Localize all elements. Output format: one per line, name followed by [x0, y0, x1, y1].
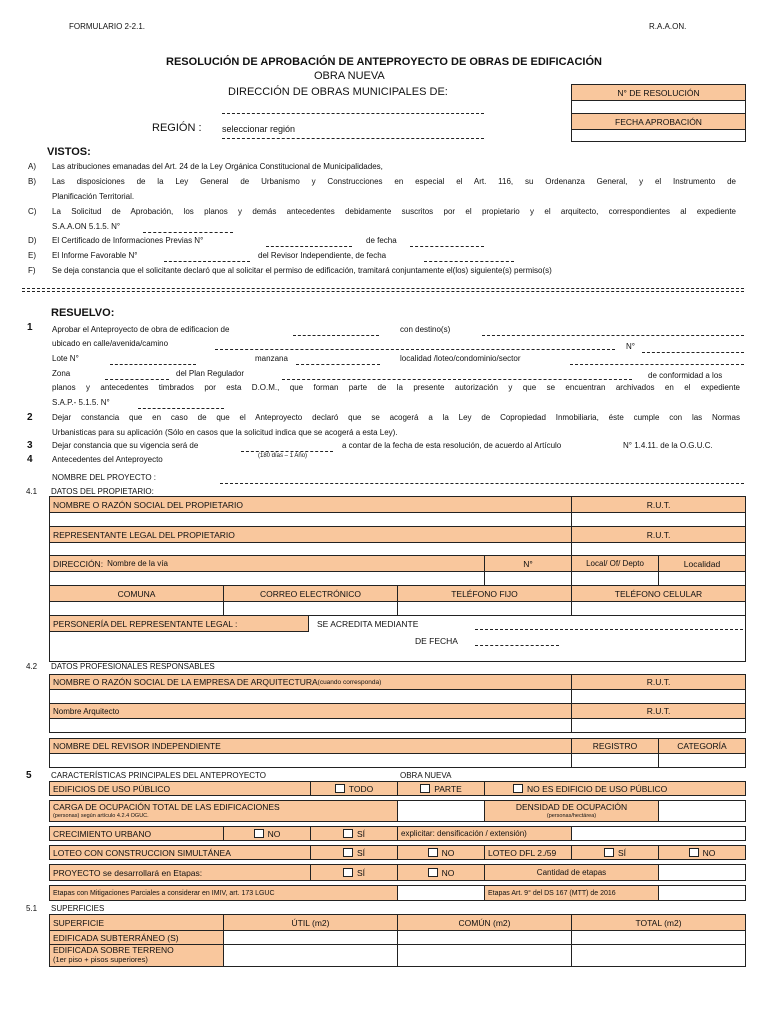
vistos-e-fecha: del Revisor Independiente, de fecha — [258, 251, 387, 260]
s42-title: DATOS PROFESIONALES RESPONSABLES — [51, 662, 215, 671]
vistos-letter-c: C) — [28, 207, 37, 216]
util-header: ÚTIL (m2) — [224, 915, 397, 930]
cip-number-field[interactable] — [266, 246, 352, 247]
loteo-si-label: SÍ — [356, 847, 366, 858]
owner-name-label: NOMBRE O RAZÓN SOCIAL DEL PROPIETARIO — [50, 497, 571, 512]
r1-planos: planos y antecedentes timbrados por esta D.O.M., que forman parte de la presente autorización y que se encuentran archivados en el expediente — [52, 383, 740, 392]
permits-line-2[interactable] — [22, 291, 744, 292]
raaon-label: R.A.A.ON. — [649, 22, 687, 31]
s5-num: 5 — [26, 770, 32, 781]
comuna-label: COMUNA — [50, 586, 223, 601]
vistos-d: El Certificado de Informaciones Previas N° — [52, 236, 204, 245]
empresa-rut-label: R.U.T. — [572, 675, 745, 689]
no-uso-checkbox[interactable] — [513, 784, 523, 793]
form-code: FORMULARIO 2-2.1. — [69, 22, 146, 31]
r1-lote: Lote N° — [52, 354, 79, 363]
etapas-no-checkbox[interactable] — [428, 868, 438, 877]
vistos-heading: VISTOS: — [47, 146, 91, 158]
calle-field[interactable] — [215, 349, 615, 350]
r1-sap: S.A.P.- 5.1.5. N° — [52, 398, 110, 407]
loteo-si-option[interactable] — [311, 846, 397, 859]
sap-number-field[interactable] — [138, 408, 224, 409]
resuelvo-num-2: 2 — [27, 412, 33, 423]
crecimiento-si-checkbox[interactable] — [343, 829, 353, 838]
s51-title: SUPERFICIES — [51, 904, 105, 913]
no-uso-label: NO ES EDIFICIO DE USO PÚBLICO — [527, 783, 668, 794]
sobre-terreno-label: EDIFICADA SOBRE TERRENO — [53, 945, 174, 955]
acredita-field[interactable] — [475, 629, 743, 630]
r1-manzana: manzana — [255, 354, 288, 363]
resuelvo-num-1: 1 — [27, 322, 33, 333]
project-name-field[interactable] — [220, 483, 744, 484]
s5-obra-nueva: OBRA NUEVA — [400, 771, 452, 780]
owner-rut-label: R.U.T. — [572, 497, 745, 512]
plan-regulador-field[interactable] — [282, 379, 632, 380]
vistos-f: Se deja constancia que el solicitante declaró que al solicitar el permiso de edificación, tramitará conjuntamente el(los) siguiente(s) permiso(s) — [52, 266, 552, 275]
surfaces-table — [49, 914, 746, 967]
dfl-no-checkbox[interactable] — [689, 848, 699, 857]
sobre-terreno-cell — [50, 945, 223, 966]
page-subtitle: OBRA NUEVA — [314, 70, 385, 82]
resuelvo-heading: RESUELVO: — [51, 307, 115, 319]
vistos-e: El Informe Favorable N° — [52, 251, 138, 260]
crecimiento-no-checkbox[interactable] — [254, 829, 264, 838]
resolution-number-label: N° DE RESOLUCIÓN — [572, 85, 745, 100]
crecimiento-si-option[interactable] — [311, 827, 397, 840]
vistos-b-line1: Las disposiciones de la Ley General de Urbanismo y Construcciones en especial el Art. 116, su Ordenanza General, y el Instrumento de — [52, 177, 736, 186]
etapas-si-checkbox[interactable] — [343, 868, 353, 877]
owner-data-table — [49, 496, 746, 662]
r3-note: (180 días – 1 Año) — [258, 453, 308, 459]
region-label: REGIÓN : — [152, 122, 202, 134]
personeria-label: PERSONERÍA DEL REPRESENTANTE LEGAL : — [50, 616, 308, 631]
no-uso-publico-option[interactable] — [510, 782, 740, 795]
r1-localidad: localidad /loteo/condominio/sector — [400, 354, 521, 363]
crecimiento-no-label: NO — [267, 828, 281, 839]
localidad-field[interactable] — [570, 364, 744, 365]
etapas-si-label: SÍ — [356, 867, 366, 878]
personeria-date-label: DE FECHA — [415, 635, 458, 646]
r3-articulo: N° 1.4.11. de la O.G.U.C. — [623, 441, 713, 450]
carga-label: CARGA DE OCUPACIÓN TOTAL DE LAS EDIFICACIONES — [53, 802, 280, 812]
via-label: Nombre de la vía — [107, 559, 168, 568]
page-title: RESOLUCIÓN DE APROBACIÓN DE ANTEPROYECTO DE OBRAS DE EDIFICACIÓN — [166, 56, 602, 68]
r3-contar: a contar de la fecha de esta resolución, de acuerdo al Artículo — [342, 441, 562, 450]
email-label: CORREO ELECTRÓNICO — [224, 586, 397, 601]
parte-option[interactable] — [398, 782, 484, 795]
arquitecto-rut-label: R.U.T. — [572, 704, 745, 718]
mobile-label: TELÉFONO CELULAR — [572, 586, 745, 601]
uso-publico-label: EDIFICIOS DE USO PÚBLICO — [53, 783, 171, 794]
direccion-line[interactable] — [222, 113, 484, 114]
resuelvo-num-4: 4 — [27, 454, 33, 465]
etapas-no-label: NO — [441, 867, 455, 878]
loteo-si-checkbox[interactable] — [343, 848, 353, 857]
vistos-b-line2: Planificación Territorial. — [52, 192, 135, 201]
direccion-label-text: DIRECCIÓN: — [53, 558, 104, 569]
parte-checkbox[interactable] — [420, 784, 430, 793]
uso-publico-row — [49, 781, 746, 796]
vistos-c-line2: S.A.A.ON 5.1.5. N° — [52, 222, 121, 231]
r1-destino: con destino(s) — [400, 325, 451, 334]
todo-label: TODO — [348, 783, 374, 794]
s5-title: CARACTERÍSTICAS PRINCIPALES DEL ANTEPROYECTO — [51, 771, 267, 780]
carga-note: (personas) según artículo 4.2.4 OGUC. — [53, 813, 149, 819]
etapas-row — [49, 864, 746, 881]
sobre-terreno-note: (1er piso + pisos superiores) — [53, 955, 148, 964]
informe-number-field[interactable] — [164, 261, 250, 262]
dfl-si-label: SÍ — [617, 847, 627, 858]
carga-label-cell — [50, 801, 397, 821]
vistos-a: Las atribuciones emanadas del Art. 24 de la Ley Orgánica Constitucional de Municipalidades, — [52, 162, 383, 171]
r1-conformidad: de conformidad a los — [648, 371, 723, 380]
densidad-label: DENSIDAD DE OCUPACIÓN — [515, 802, 628, 812]
vistos-c-line1: La Solicitud de Aprobación, los planos y demás antecedentes debidamente suscritos por el propietario y el arquitecto, correspondientes al expediente — [52, 207, 736, 216]
zona-field[interactable] — [105, 379, 169, 380]
vistos-letter-b: B) — [28, 177, 36, 186]
comun-header: COMÚN (m2) — [398, 915, 571, 930]
categoria-label: CATEGORÍA — [659, 739, 745, 753]
registro-label: REGISTRO — [572, 739, 658, 753]
dfl-si-option[interactable] — [572, 846, 658, 859]
superficie-header: SUPERFICIE — [50, 915, 223, 930]
loteo-row — [49, 845, 746, 860]
carga-row — [49, 800, 746, 822]
r4-nombre-proyecto: NOMBRE DEL PROYECTO : — [52, 473, 157, 482]
phone-label: TELÉFONO FIJO — [398, 586, 571, 601]
s42-num: 4.2 — [26, 662, 38, 671]
cantidad-etapas-label: Cantidad de etapas — [485, 865, 658, 880]
rep-rut-label: R.U.T. — [572, 527, 745, 542]
revisor-table — [49, 738, 746, 768]
manzana-field[interactable] — [296, 364, 380, 365]
destino-field[interactable] — [482, 335, 744, 336]
professionals-table — [49, 674, 746, 733]
region-select[interactable]: seleccionar región — [222, 124, 296, 134]
informe-date-field[interactable] — [424, 261, 514, 262]
mitigaciones-label: Etapas con Mitigaciones Parciales a considerar en IMIV, art. 173 LGUC — [50, 886, 397, 900]
empresa-label — [50, 675, 571, 689]
revisor-label: NOMBRE DEL REVISOR INDEPENDIENTE — [50, 739, 571, 753]
permits-line-1[interactable] — [22, 288, 744, 289]
vistos-letter-e: E) — [28, 251, 36, 260]
expediente-number-field[interactable] — [143, 232, 233, 233]
s41-num: 4.1 — [26, 487, 38, 496]
dir-number-label: N° — [485, 556, 571, 571]
r1-numero-label: N° — [626, 342, 635, 351]
loteo-dfl-label: LOTEO DFL 2./59 — [485, 846, 571, 859]
r2-line2: Urbanisticas para su aplicación (Sólo en casos que la solicitud indica que se acogerá a esta Ley). — [52, 428, 398, 437]
resuelvo-num-3: 3 — [27, 440, 33, 451]
r1-plan-regulador: del Plan Regulador — [176, 369, 245, 378]
region-line — [222, 138, 484, 139]
obra-type-field[interactable] — [293, 335, 379, 336]
empresa-note: (cuando corresponda) — [317, 678, 382, 686]
personeria-date-field[interactable] — [475, 645, 559, 646]
r3-vigencia: Dejar constancia que su vigencia será de — [52, 441, 199, 450]
dfl-si-checkbox[interactable] — [604, 848, 614, 857]
crecimiento-row — [49, 826, 746, 841]
loteo-label: LOTEO CON CONSTRUCCION SIMULTÁNEA — [50, 846, 310, 859]
vigencia-field[interactable] — [241, 451, 333, 452]
todo-checkbox[interactable] — [335, 784, 345, 793]
crecimiento-si-label: SÍ — [356, 828, 366, 839]
resolution-box — [571, 84, 746, 142]
etapas-art-label: Etapas Art. 9° del DS 167 (MTT) de 2016 — [485, 886, 658, 900]
vistos-letter-d: D) — [28, 236, 37, 245]
etapas-si-option[interactable] — [311, 865, 397, 880]
s41-title: DATOS DEL PROPIETARIO: — [51, 487, 154, 496]
direccion-label — [50, 556, 484, 571]
dfl-no-option[interactable] — [659, 846, 745, 859]
explicitar-label: explicitar: densificación / extensión) — [398, 827, 571, 840]
r4-antecedentes: Antecedentes del Anteproyecto — [52, 455, 163, 464]
local-label: Local/ Of/ Depto — [572, 556, 658, 571]
approval-date-label: FECHA APROBACIÓN — [572, 114, 745, 129]
r2-line1: Dejar constancia que en caso de que el Anteproyecto declaró que se acogerá a la Ley de Copropiedad Inmobiliaria, éste cumple con las Normas — [52, 413, 740, 422]
loteo-no-option[interactable] — [398, 846, 484, 859]
crecimiento-no-option[interactable] — [224, 827, 310, 840]
loteo-no-label: NO — [441, 847, 455, 858]
localidad-label: Localidad — [659, 556, 745, 571]
dfl-no-label: NO — [702, 847, 716, 858]
direccion-label: DIRECCIÓN DE OBRAS MUNICIPALES DE: — [228, 86, 448, 98]
etapas-no-option[interactable] — [398, 865, 484, 880]
densidad-note: (personas/hectárea) — [546, 813, 597, 819]
lote-field[interactable] — [110, 364, 196, 365]
proyecto-etapas-label: PROYECTO se desarrollará en Etapas: — [50, 865, 310, 880]
subterraneo-label: EDIFICADA SUBTERRÁNEO (S) — [50, 931, 223, 944]
densidad-label-cell — [485, 801, 658, 821]
rep-label: REPRESENTANTE LEGAL DEL PROPIETARIO — [50, 527, 571, 542]
s51-num: 5.1 — [26, 904, 38, 913]
total-header: TOTAL (m2) — [572, 915, 745, 930]
parte-label: PARTE — [434, 783, 462, 794]
acredita-label: SE ACREDITA MEDIANTE — [317, 618, 419, 629]
calle-number-field[interactable] — [642, 352, 744, 353]
vistos-letter-a: A) — [28, 162, 36, 171]
r1-aprobar: Aprobar el Anteproyecto de obra de edificacion de — [52, 325, 230, 334]
cip-date-field[interactable] — [410, 246, 484, 247]
todo-option[interactable] — [311, 782, 397, 795]
loteo-no-checkbox[interactable] — [428, 848, 438, 857]
r1-zona: Zona — [52, 369, 71, 378]
mitigaciones-row — [49, 885, 746, 901]
crecimiento-label: CRECIMIENTO URBANO — [50, 827, 223, 840]
vistos-letter-f: F) — [28, 266, 36, 275]
vistos-d-fecha: de fecha — [366, 236, 397, 245]
empresa-label-text: NOMBRE O RAZÓN SOCIAL DE LA EMPRESA DE ARQUITECTURA — [53, 677, 318, 687]
r1-ubicado: ubicado en calle/avenida/camino — [52, 339, 169, 348]
arquitecto-label: Nombre Arquitecto — [50, 704, 571, 718]
